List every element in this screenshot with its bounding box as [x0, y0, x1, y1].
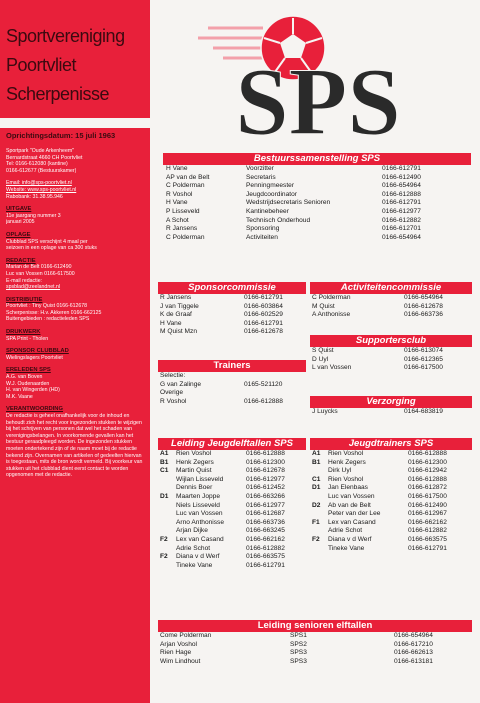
table-cell: C Polderman [312, 294, 351, 301]
table-cell: Rien Voshol [176, 450, 212, 457]
table-cell: AP van de Belt [166, 173, 210, 181]
table-cell [160, 476, 176, 485]
table-cell [312, 467, 328, 476]
section-title: Leiding Jeugdelftallen SPS [158, 438, 306, 450]
table-cell: Dennis Boer [176, 484, 213, 492]
table-cell: F2 [160, 553, 168, 561]
section-heading: UITGAVE [6, 206, 32, 213]
table-cell: Jan Elenbaas [328, 484, 368, 492]
table-cell: F2 [160, 535, 168, 543]
table-cell [244, 389, 304, 398]
table-cell [244, 372, 304, 381]
table-row [312, 347, 472, 356]
table-row [166, 208, 471, 217]
info-line: seizoen in een oplage van ca 300 stuks [6, 245, 97, 252]
table-cell: 0166-617210 [394, 640, 433, 648]
table-cell [160, 527, 176, 536]
table-cell: SPS3 [290, 657, 307, 665]
table-row [312, 408, 472, 417]
bestuur-table [163, 165, 471, 242]
table-row [166, 234, 471, 243]
table-cell: Peter van der Lee [328, 510, 381, 518]
table-row [166, 225, 471, 234]
table-cell: 0166-612791 [408, 544, 447, 552]
table-cell: Dirk Uyl [328, 467, 352, 475]
table-row [160, 649, 472, 658]
table-cell: 0166-612882 [408, 527, 447, 535]
table-cell: Rien Hage [160, 649, 192, 657]
logo-text: SPS [235, 48, 401, 146]
table-row [160, 459, 306, 468]
table-cell: Diana v d Werf [328, 535, 372, 543]
table-cell: 0166-612977 [382, 207, 421, 215]
trainers-section [158, 360, 306, 406]
table-row [160, 536, 306, 545]
table-cell: 0166-612701 [382, 225, 421, 233]
table-cell: G van Zalinge [160, 380, 202, 388]
table-row [312, 484, 472, 493]
section-heading: DRUKWERK [6, 329, 41, 336]
table-row [312, 356, 472, 365]
bank-account: Rabobank: 31.38.95.946 [6, 193, 63, 200]
table-cell: 0166-612687 [246, 510, 285, 518]
table-row [166, 191, 471, 200]
table-cell: 0166-612888 [382, 190, 421, 198]
table-cell: 0166-662162 [246, 535, 285, 543]
table-cell [160, 545, 176, 554]
table-cell: A1 [312, 450, 321, 457]
table-cell: Arjan Dijke [176, 527, 208, 535]
address-line: Sportpark "Oude Arkenheem" [6, 148, 74, 154]
trainers-table [158, 372, 306, 406]
table-cell: C1 [160, 467, 169, 475]
section-title: Verzorging [310, 396, 472, 408]
table-row [312, 294, 472, 303]
table-cell: Rien Voshol [328, 475, 364, 483]
senioren-table [158, 632, 472, 666]
table-cell [160, 484, 176, 493]
info-line: Poortvliet : Tiny Quist 0166-612678 [6, 303, 88, 310]
table-row [166, 199, 471, 208]
table-row [312, 510, 472, 519]
table-cell: 0166-612888 [244, 397, 283, 405]
section-title: Leiding senioren elftallen [158, 620, 472, 632]
table-cell: 0166-654964 [382, 233, 421, 241]
table-cell: Lex van Casand [176, 535, 224, 543]
table-cell: 0166-663736 [246, 518, 285, 526]
section-title: Sponsorcommissie [158, 282, 306, 294]
table-cell: 0166-612977 [246, 475, 285, 483]
table-cell: SPS3 [290, 649, 307, 657]
table-cell: C1 [312, 475, 321, 483]
table-cell: 0166-663575 [246, 553, 285, 561]
table-cell: 0166-612888 [408, 475, 447, 483]
table-cell: A Anthonisse [312, 311, 351, 319]
table-cell: 0166-612967 [408, 510, 447, 518]
address-line: 0166-612677 (Bestuurskamer) [6, 167, 77, 174]
table-cell: 0166-612678 [244, 328, 283, 336]
table-row [166, 217, 471, 226]
table-cell: Henk Zegers [328, 458, 366, 466]
table-cell [160, 502, 176, 511]
table-cell: D1 [160, 492, 169, 500]
table-cell: 0166-612872 [408, 484, 447, 492]
table-cell: R Jansens [160, 294, 192, 301]
club-name [0, 0, 150, 109]
sponsor-table [158, 294, 306, 337]
table-cell: H Vane [160, 319, 182, 327]
jeugdtrainers-table [310, 450, 472, 553]
table-row [160, 372, 306, 381]
table-cell: 0166-612888 [246, 450, 285, 457]
jeugdleiding-section [158, 438, 306, 570]
table-cell: 0166-612882 [382, 216, 421, 224]
section-heading: DISTRIBUTIE [6, 296, 43, 303]
table-cell: Maarten Joppe [176, 492, 220, 500]
table-cell: 0166-612791 [244, 294, 283, 301]
table-row [160, 658, 472, 667]
table-row [312, 519, 472, 528]
table-cell: S Quist [312, 347, 334, 354]
table-cell: 0166-612452 [246, 484, 285, 492]
table-cell: Penningmeester [246, 182, 295, 190]
table-cell: Adrie Schot [176, 544, 211, 552]
table-cell: D Uyl [312, 355, 329, 363]
table-cell: Niels Lisseveld [176, 501, 220, 509]
info-line: H. van Wingerden (HD) [6, 387, 60, 394]
table-cell: Activiteiten [246, 233, 278, 241]
table-cell: R Jansens [166, 225, 198, 233]
table-row [160, 562, 306, 571]
table-row [160, 484, 306, 493]
table-cell: 0166-612490 [382, 173, 421, 181]
table-cell: 0166-612942 [408, 467, 447, 475]
table-cell: 0166-612678 [246, 467, 285, 475]
table-cell: K de Graaf [160, 311, 192, 319]
table-cell: Rien Voshol [328, 450, 364, 457]
table-cell: Henk Zegers [176, 458, 214, 466]
activiteit-table [310, 294, 472, 320]
address-line: Tel: 0166-612080 (kantine) [6, 161, 68, 168]
table-row [166, 182, 471, 191]
info-line: Buitengebieden : redactieleden SPS [6, 316, 90, 323]
table-cell: Overige [160, 389, 184, 397]
table-row [312, 450, 472, 459]
table-row [160, 450, 306, 459]
table-cell: R Voshol [166, 190, 193, 198]
table-cell: 0166-617500 [408, 492, 447, 500]
table-cell: B1 [312, 458, 321, 466]
info-line: A.G. van Boven [6, 374, 43, 381]
info-line: Wielingslagers Poortvliet [6, 354, 63, 361]
table-cell: 0166-612678 [404, 302, 443, 310]
table-row [312, 303, 472, 312]
table-cell: A1 [160, 450, 169, 457]
club-name-line: Scherpenisse [6, 84, 110, 104]
table-cell: 0166-613074 [404, 347, 443, 354]
table-cell: 0166-612300 [408, 458, 447, 466]
table-cell: Secretaris [246, 173, 276, 181]
supporters-table [310, 347, 472, 373]
section-heading: VERANTWOORDING [6, 406, 64, 413]
table-cell: 0166-612888 [408, 450, 447, 457]
table-cell: SPS1 [290, 632, 307, 639]
table-cell: Tineke Vane [328, 544, 365, 552]
table-cell: 0166-612791 [382, 165, 421, 172]
table-cell: 0164-683819 [404, 408, 443, 415]
table-cell [160, 510, 176, 519]
section-heading: REDACTIE [6, 257, 36, 264]
table-cell: 0166-662613 [394, 649, 433, 657]
table-row [312, 536, 472, 545]
table-cell: 0165-521120 [244, 380, 283, 388]
sidebar-panel [0, 0, 150, 703]
table-row [160, 519, 306, 528]
sps-logo [168, 6, 468, 146]
table-row [160, 328, 306, 337]
verzorging-section [310, 396, 472, 417]
table-cell: 0166-663245 [246, 527, 285, 535]
info-line: Marian de Belt 0166-612490 [6, 264, 72, 271]
table-row [312, 545, 472, 554]
info-line: E-mail redactie: [6, 277, 43, 284]
table-row [312, 493, 472, 502]
section-heading: ERELEDEN SPS [6, 367, 51, 374]
section-title: Bestuurssamenstelling SPS [163, 153, 471, 165]
info-line: Luc van Vossen 0166-617500 [6, 270, 75, 277]
table-row [160, 641, 472, 650]
verzorging-table [310, 408, 472, 417]
table-cell: A Schot [166, 216, 189, 224]
table-cell: Lex van Casand [328, 518, 376, 526]
table-cell: Come Polderman [160, 632, 212, 639]
section-title: Jeugdtrainers SPS [310, 438, 472, 450]
info-line: M.K. Vaane [6, 393, 33, 400]
table-row [160, 553, 306, 562]
table-row [312, 459, 472, 468]
table-row [312, 476, 472, 485]
table-row [312, 527, 472, 536]
table-cell: 0166-663736 [404, 311, 443, 319]
section-heading: SPONSOR CLUBBLAD [6, 348, 69, 355]
website-link[interactable]: Website: www.sps-poortvliet.nl [6, 186, 77, 193]
table-row [160, 467, 306, 476]
table-cell: B1 [160, 458, 169, 466]
redactie-email-link[interactable]: spsblad@zeelandnet.nl [6, 284, 61, 291]
section-title: Trainers [158, 360, 306, 372]
info-line: 11e jaargang nummer 3 [6, 212, 61, 219]
table-cell: 0166-654964 [382, 182, 421, 190]
table-cell: 0166-663575 [408, 535, 447, 543]
table-cell: 0166-617500 [404, 364, 443, 372]
table-cell: Luc van Vossen [328, 492, 375, 500]
email-link[interactable]: Email: info@sps-poortvliet.nl [6, 180, 72, 187]
table-row [312, 467, 472, 476]
info-line: januari 2005 [6, 219, 35, 226]
table-row [160, 311, 306, 320]
table-cell [160, 519, 176, 528]
table-cell: L van Vossen [312, 364, 352, 372]
jeugdleiding-table [158, 450, 306, 570]
table-row [160, 303, 306, 312]
table-row [160, 398, 306, 407]
table-cell: D2 [312, 501, 321, 509]
table-cell: J Luycks [312, 408, 338, 415]
table-row [160, 381, 306, 390]
address-line: Bernardstraat 4660 CH Poortvliet [6, 154, 83, 161]
disclaimer-text: De redactie is geheel onafhankelijk voor de inhoud en behoudt zich het recht voor ingezonden stukken te wijzigen bij het schrijven van personen dat wel het schaden van verenigingsbelangen. In voorkomende gevallen kan het bestuur geraadpleegd worden. De ingezonden stukken moeten ondertekend zijn of de naam moet bij de redactie bekend zijn. Overnamen van artikelen of gedeelten hiervan is toegestaan, mits de bron wordt vermeld. Bij voorkeur van stukken uit het clubblad dient eerst contact te worden opgenomen met de redactie. [6, 413, 143, 479]
table-row [160, 294, 306, 303]
section-title: Supportersclub [310, 335, 472, 347]
table-row [160, 320, 306, 329]
table-cell: Technisch Onderhoud [246, 216, 311, 224]
table-cell: 0166-612300 [246, 458, 285, 466]
table-cell: Diana v d Werf [176, 553, 220, 561]
table-cell: Wijlan Lisseveld [176, 475, 224, 483]
table-cell: 0166-654964 [404, 294, 443, 301]
table-cell [160, 562, 176, 571]
table-cell: Martin Quist [176, 467, 212, 475]
table-cell: Wim Lindhout [160, 657, 201, 665]
table-row [166, 165, 471, 174]
table-cell: D1 [312, 484, 321, 492]
club-name-line: Poortvliet [6, 55, 77, 75]
table-cell: 0166-612791 [382, 199, 421, 207]
section-title: Activiteitencommissie [310, 282, 472, 294]
club-name-line: Sportvereniging [6, 26, 125, 46]
table-cell: Sponsoring [246, 225, 280, 233]
supporters-section [310, 335, 472, 373]
info-line: Scherpenisse: H.v. Akkeren 0166-662125 [6, 309, 102, 316]
table-cell: H Vane [166, 199, 188, 207]
table-row [160, 632, 472, 641]
activiteit-section [310, 282, 472, 320]
table-cell: 0166-654964 [394, 632, 433, 639]
table-row [160, 527, 306, 536]
table-cell [312, 527, 328, 536]
table-cell: Ab van de Belt [328, 501, 371, 509]
info-line: Clubblad SPS verschijnt 4 maal per [6, 238, 88, 245]
table-cell [312, 545, 328, 554]
table-row [312, 364, 472, 373]
table-row [312, 502, 472, 511]
table-cell [312, 510, 328, 519]
section-heading: OPLAGE [6, 231, 31, 238]
table-row [160, 389, 306, 398]
table-cell: Kantinebeheer [246, 207, 289, 215]
info-line: SPA Print - Tholen [6, 335, 49, 342]
table-cell: M Quist [312, 302, 335, 310]
jeugdtrainers-section [310, 438, 472, 553]
table-cell: 0166-612882 [246, 544, 285, 552]
info-line: W.J. Oudenaarden [6, 380, 50, 387]
sidebar-divider [0, 118, 150, 128]
table-row [160, 545, 306, 554]
table-cell: Jeugdcoordinator [246, 190, 297, 198]
table-row [160, 502, 306, 511]
table-cell: Adrie Schot [328, 527, 363, 535]
table-cell: F2 [312, 535, 320, 543]
table-cell: R Voshol [160, 397, 187, 405]
table-row [160, 510, 306, 519]
table-cell: Arno Anthonisse [176, 518, 225, 526]
table-row [312, 311, 472, 320]
table-cell: 0166-663266 [246, 492, 285, 500]
bestuur-section [163, 153, 471, 242]
table-cell: M Quist Mzn [160, 328, 198, 336]
table-cell: Voorzitter [246, 165, 274, 172]
table-cell: Luc van Vossen [176, 510, 223, 518]
table-cell: F1 [312, 518, 320, 526]
table-cell: 0166-612365 [404, 355, 443, 363]
table-cell: 0166-612791 [244, 319, 283, 327]
table-cell: SPS2 [290, 640, 307, 648]
senioren-section [158, 620, 472, 666]
table-cell: C Polderman [166, 182, 205, 190]
sponsor-section [158, 282, 306, 337]
table-cell: 0166-613181 [394, 657, 433, 665]
table-row [160, 476, 306, 485]
table-cell: 0166-612791 [246, 561, 285, 569]
table-cell: Arjan Voshol [160, 640, 198, 648]
table-row [166, 174, 471, 183]
table-cell [312, 493, 328, 502]
table-cell: Selectie: [160, 372, 186, 379]
table-cell: H Vane [166, 165, 188, 172]
colofon [6, 131, 146, 479]
table-cell: 0166-612490 [408, 501, 447, 509]
table-cell: P Lisseveld [166, 207, 200, 215]
table-cell: 0166-603864 [244, 302, 283, 310]
table-cell: C Polderman [166, 233, 205, 241]
table-row [160, 493, 306, 502]
founding-date: Oprichtingsdatum: 15 juli 1963 [6, 131, 116, 140]
table-cell: J van Tiggele [160, 302, 199, 310]
table-cell: 0166-612977 [246, 501, 285, 509]
table-cell: Tineke Vane [176, 561, 213, 569]
table-cell: 0166-602529 [244, 311, 283, 319]
table-cell: 0166-662162 [408, 518, 447, 526]
table-cell: Wedstrijdsecretaris Senioren [246, 199, 331, 207]
